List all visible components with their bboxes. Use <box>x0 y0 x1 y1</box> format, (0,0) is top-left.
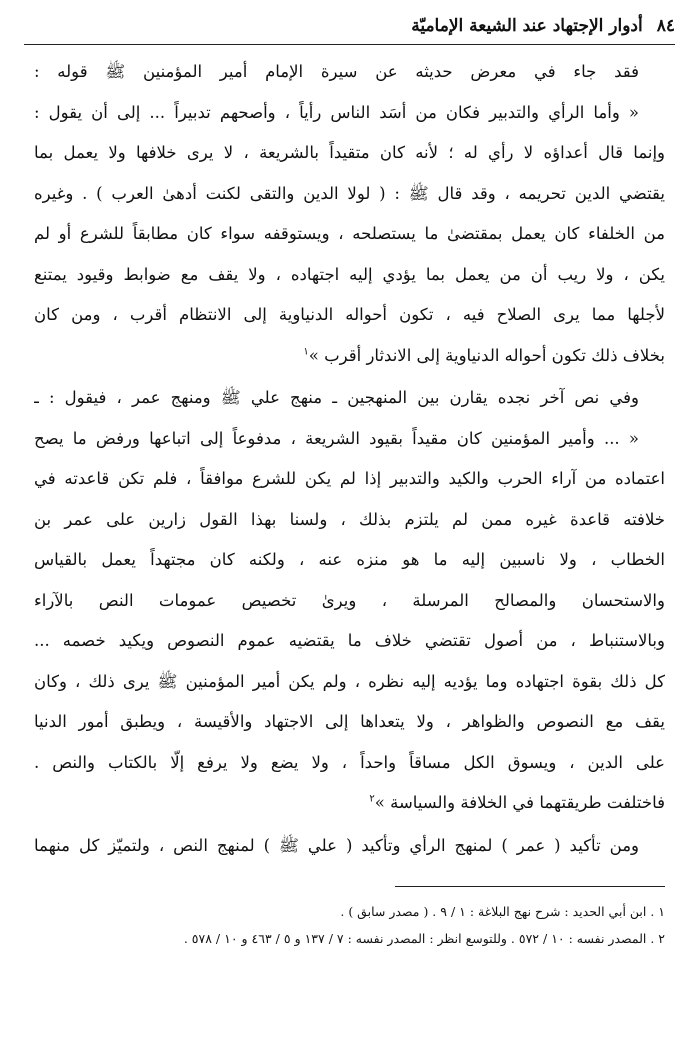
text-line <box>34 336 665 377</box>
footnote-item: ١ . ابن أبي الحديد : شرح نهج البلاغة : ١ / ٩ . ( مصدر سابق ) . <box>340 904 665 919</box>
text-line: وفي نص آخر نجده يقارن بين المنهجين ـ منهج علي ﷺ ومنهج عمر ، فيقول : ـ <box>34 388 639 407</box>
text-line: كل ذلك بقوة اجتهاده وما يؤديه إليه نظره ، ولم يكن أمير المؤمنين ﷺ يرى ذلك ، وكان <box>34 671 665 691</box>
text-line-content: بخلاف ذلك تكون أحواله الدنياوية إلى الاندثار أقرب » <box>308 345 665 365</box>
text-line: الخطاب ، ولا ناسبين إليه ما هو منزه عنه ، ولكنه كان مجتهداً يعمل بالقياس <box>34 550 665 569</box>
text-line-content: فاختلفت طريقتهما في الخلافة والسياسة » <box>374 793 665 812</box>
main-text <box>34 52 665 866</box>
text-line <box>34 783 665 824</box>
page-header <box>24 8 675 45</box>
text-line: لأجلها مما يرى الصلاح فيه ، تكون أحواله الدنياوية إلى الانتظام أقرب ، ومن كان <box>34 305 665 324</box>
text-line: من الخلفاء كان يعمل بمقتضىٰ ما يستصلحه ، ويستوقفه سواء كان مطابقاً للشرع أو لم <box>34 224 665 243</box>
text-line: ومن تأكيد ( عمر ) لمنهج الرأي وتأكيد ( علي ﷺ ) لمنهج النص ، ولتميّز كل منهما <box>34 835 639 855</box>
text-line: وإنما قال أعداؤه لا رأي له ؛ لأنه كان متقيداً بالشريعة ، لا يرى خلافها ولا يعمل بما <box>34 143 665 162</box>
text-line: اعتماده من آراء الحرب والكيد والتدبير إذا لم يكن للشرع موافقاً ، فلم تكن قاعدته في <box>34 469 665 488</box>
text-line: وبالاستنباط ، من أصول تقتضي خلاف ما يقتضيه عموم النصوص ويكيد خصمه ... <box>34 631 665 650</box>
footnote-item: ٢ . المصدر نفسه : ١٠ / ٥٧٢ . وللتوسع انظر : المصدر نفسه : ٧ / ١٣٧ و ٥ / ٤٦٣ و ١٠ / ٥٧٨ . <box>183 931 665 946</box>
text-line: خلافته قاعدة غيره ممن لم يلتزم بذلك ، ولسنا بهذا القول زارين على عمر بن <box>34 509 665 529</box>
text-line: على الدين ، ويسوق الكل مساقاً واحداً ، ولا يضع ولا يرفع إلّا بالكتاب والنص . <box>34 752 665 772</box>
footnotes <box>34 898 665 952</box>
text-line: يقف مع النصوص والظواهر ، ولا يتعداها إلى الاجتهاد والأقيسة ، ويطبق أمور الدنيا <box>34 712 665 731</box>
page-number: ٨٤ <box>656 16 675 36</box>
footnote-divider <box>395 886 665 887</box>
text-line: « ... وأمير المؤمنين كان مقيداً بقيود الشريعة ، مدفوعاً إلى اتباعها ورفض ما يصح <box>34 428 639 448</box>
text-line: « وأما الرأي والتدبير فكان من أسَد الناس رأياً ، وأصحهم تدبيراً ... إلى أن يقول : <box>34 102 639 122</box>
text-line: يكن ، ولا ريب أن من يعمل بما يؤدي إليه اجتهاده ، ولا يقف مع ضوابط وقيود يمتنع <box>34 264 665 284</box>
footnote-ref: ٢ <box>369 793 375 805</box>
running-title: أدوار الإجتهاد عند الشيعة الإماميّة <box>411 16 643 36</box>
text-line: يقتضي الدين تحريمه ، وقد قال ﷺ : ( لولا الدين والتقى لكنت أدهىٰ العرب ) . وغيره <box>34 183 665 203</box>
text-line: فقد جاء في معرض حديثه عن سيرة الإمام أمير المؤمنين ﷺ قوله : <box>34 62 639 81</box>
text-line: والاستحسان والمصالح المرسلة ، ويرىٰ تخصيص عمومات النص بالآراء <box>34 590 665 610</box>
footnote-ref: ١ <box>303 346 309 357</box>
